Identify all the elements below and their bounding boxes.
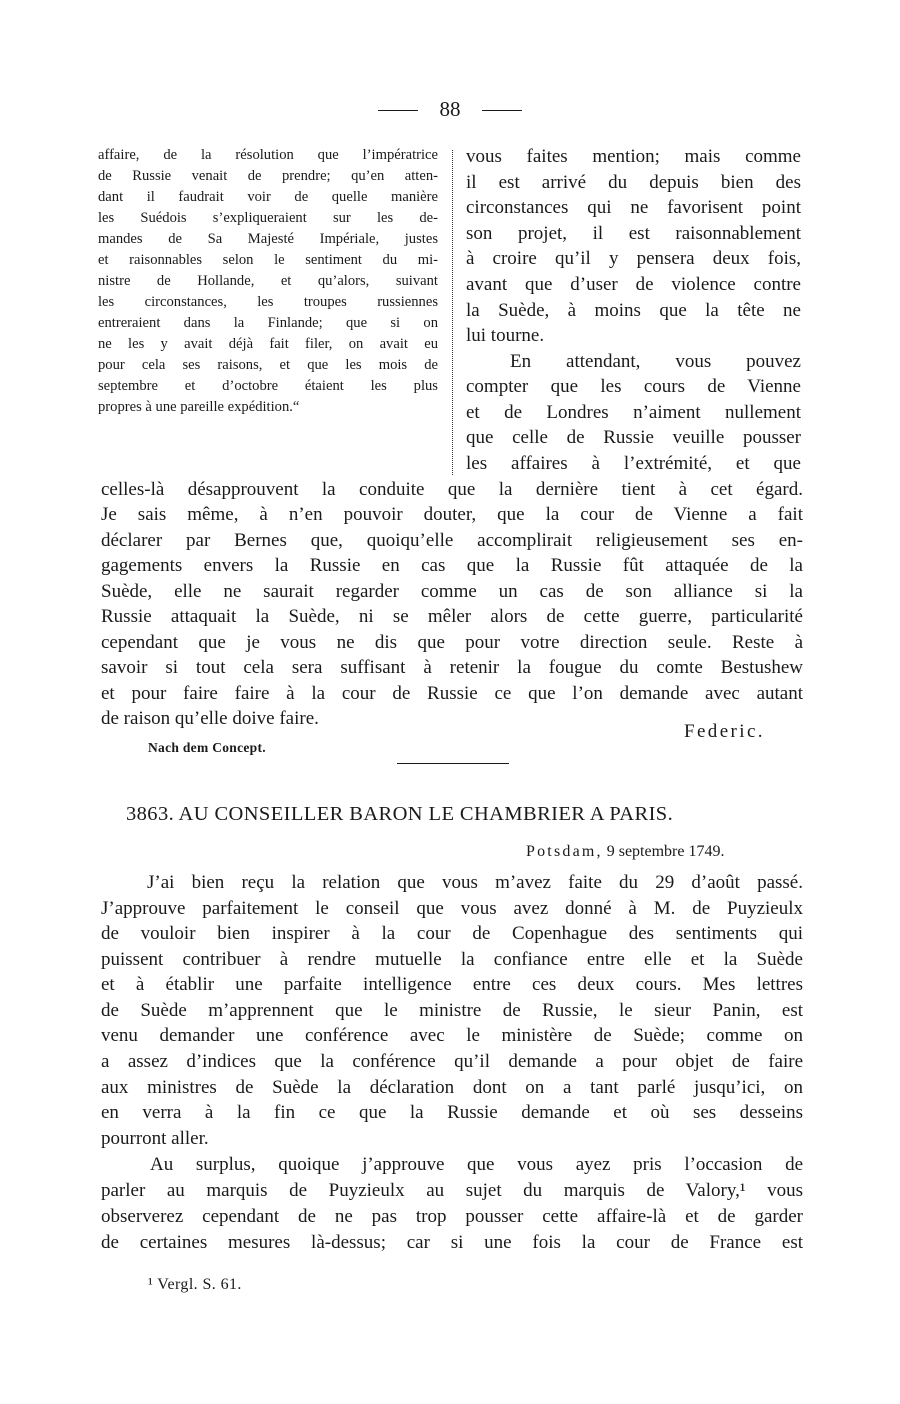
source-note: Nach dem Concept. [148, 740, 266, 755]
letter-line: lui tourne. [466, 325, 545, 346]
body-line: en verra à la fin ce que la Russie demande et où ses desseins [101, 1102, 803, 1123]
body-line: gagements envers la Russie en cas que la Russie fût attaquée de la [101, 555, 803, 576]
body-line: Russie attaquait la Suède, ni se mêler alors de cette guerre, particularité [101, 606, 803, 627]
body-line: Au surplus, quoique j’approuve que vous ayez pris l’occasion de [150, 1154, 803, 1175]
body-line: observerez cependant de ne pas trop pousser cette affaire-là et de garder [101, 1206, 803, 1227]
body-line: aux ministres de Suède la déclaration dont on a tant parlé jusqu’ici, on [101, 1077, 803, 1098]
letter-line: que celle de Russie veuille pousser [466, 427, 801, 448]
letter-line: vous faites mention; mais comme [466, 146, 801, 167]
note-line: ne les y avait déjà fait filer, on avait eu [98, 336, 438, 352]
letter-line: les affaires à l’extrémité, et que [466, 453, 801, 474]
letter-line: il est arrivé du depuis bien des [466, 172, 801, 193]
dateline [526, 843, 724, 861]
letter-line: et de Londres n’aiment nullement [466, 402, 801, 423]
note-line: les Suédois s’expliqueraient sur les de- [98, 210, 438, 226]
dateline-date: 9 septembre 1749. [606, 843, 725, 860]
body-line: savoir si tout cela sera suffisant à retenir la fougue du comte Bestushew [101, 657, 803, 678]
body-line: puissent contribuer à rendre mutuelle la confiance entre elle et la Suède [101, 949, 803, 970]
body-line: J’ai bien reçu la relation que vous m’avez faite du 29 d’août passé. [147, 872, 803, 893]
body-line: celles-là désapprouvent la conduite que la dernière tient à cet égard. [101, 479, 803, 500]
letter-line: à croire qu’il y pensera deux fois, [466, 248, 801, 269]
dateline-place: Potsdam, [526, 843, 603, 860]
body-line: de Suède m’apprennent que le ministre de Russie, le sieur Panin, est [101, 1000, 803, 1021]
note-line: propres à une pareille expédition.“ [98, 399, 300, 415]
letter-line: la Suède, à moins que la tête ne [466, 300, 801, 321]
note-line: pour cela ses raisons, et que les mois de [98, 357, 438, 373]
body-line: Je sais même, à n’en pouvoir douter, que la cour de Vienne a fait [101, 504, 803, 525]
note-line: dant il faudrait voir de quelle manière [98, 189, 438, 205]
body-line: de vouloir bien inspirer à la cour de Copenhague des sentiments qui [101, 923, 803, 944]
note-line: septembre et d’octobre étaient les plus [98, 378, 438, 394]
note-line: de Russie venait de prendre; qu’en atten- [98, 168, 438, 184]
page-number-dash-right [482, 110, 522, 111]
letter-line: avant que d’user de violence contre [466, 274, 801, 295]
footnote: ¹ Vergl. S. 61. [148, 1276, 242, 1293]
body-line: a assez d’indices que la conférence qu’il demande a pour objet de faire [101, 1051, 803, 1072]
body-line: de raison qu’elle doive faire. [101, 708, 319, 729]
note-line: affaire, de la résolution que l’impératrice [98, 147, 438, 163]
note-line: les circonstances, les troupes russiennes [98, 294, 438, 310]
body-line: déclarer par Bernes que, quoiqu’elle accomplirait religieusement ses en- [101, 530, 803, 551]
note-line: entreraient dans la Finlande; que si on [98, 315, 438, 331]
note-line: et raisonnables selon le sentiment du mi- [98, 252, 438, 268]
body-line: cependant que je vous ne dis que pour votre direction seule. Reste à [101, 632, 803, 653]
body-line: parler au marquis de Puyzieulx au sujet du marquis de Valory,¹ vous [101, 1180, 803, 1201]
note-line: nistre de Hollande, et qu’alors, suivant [98, 273, 438, 289]
letter-line: son projet, il est raisonnablement [466, 223, 801, 244]
body-line: venu demander une conférence avec le ministère de Suède; comme on [101, 1025, 803, 1046]
body-line: et pour faire faire à la cour de Russie ce que l’on demande avec autant [101, 683, 803, 704]
body-line: Suède, elle ne saurait regarder comme un cas de son alliance si la [101, 581, 803, 602]
column-divider [452, 150, 453, 475]
letter-heading: 3863. AU CONSEILLER BARON LE CHAMBRIER A PARIS. [126, 803, 674, 825]
body-line: et à établir une parfaite intelligence entre ces deux cours. Mes lettres [101, 974, 803, 995]
note-line: mandes de Sa Majesté Impériale, justes [98, 231, 438, 247]
page-number: 88 [439, 97, 461, 121]
letter-line: circonstances qui ne favorisent point [466, 197, 801, 218]
body-line: de certaines mesures là-dessus; car si une fois la cour de France est [101, 1232, 803, 1253]
body-line: J’approuve parfaitement le conseil que vous avez donné à M. de Puyzieulx [101, 898, 803, 919]
signature: Federic. [684, 721, 765, 742]
body-line: pourront aller. [101, 1128, 209, 1149]
letter-line: En attendant, vous pouvez [510, 351, 801, 372]
section-rule [397, 763, 509, 764]
letter-line: compter que les cours de Vienne [466, 376, 801, 397]
